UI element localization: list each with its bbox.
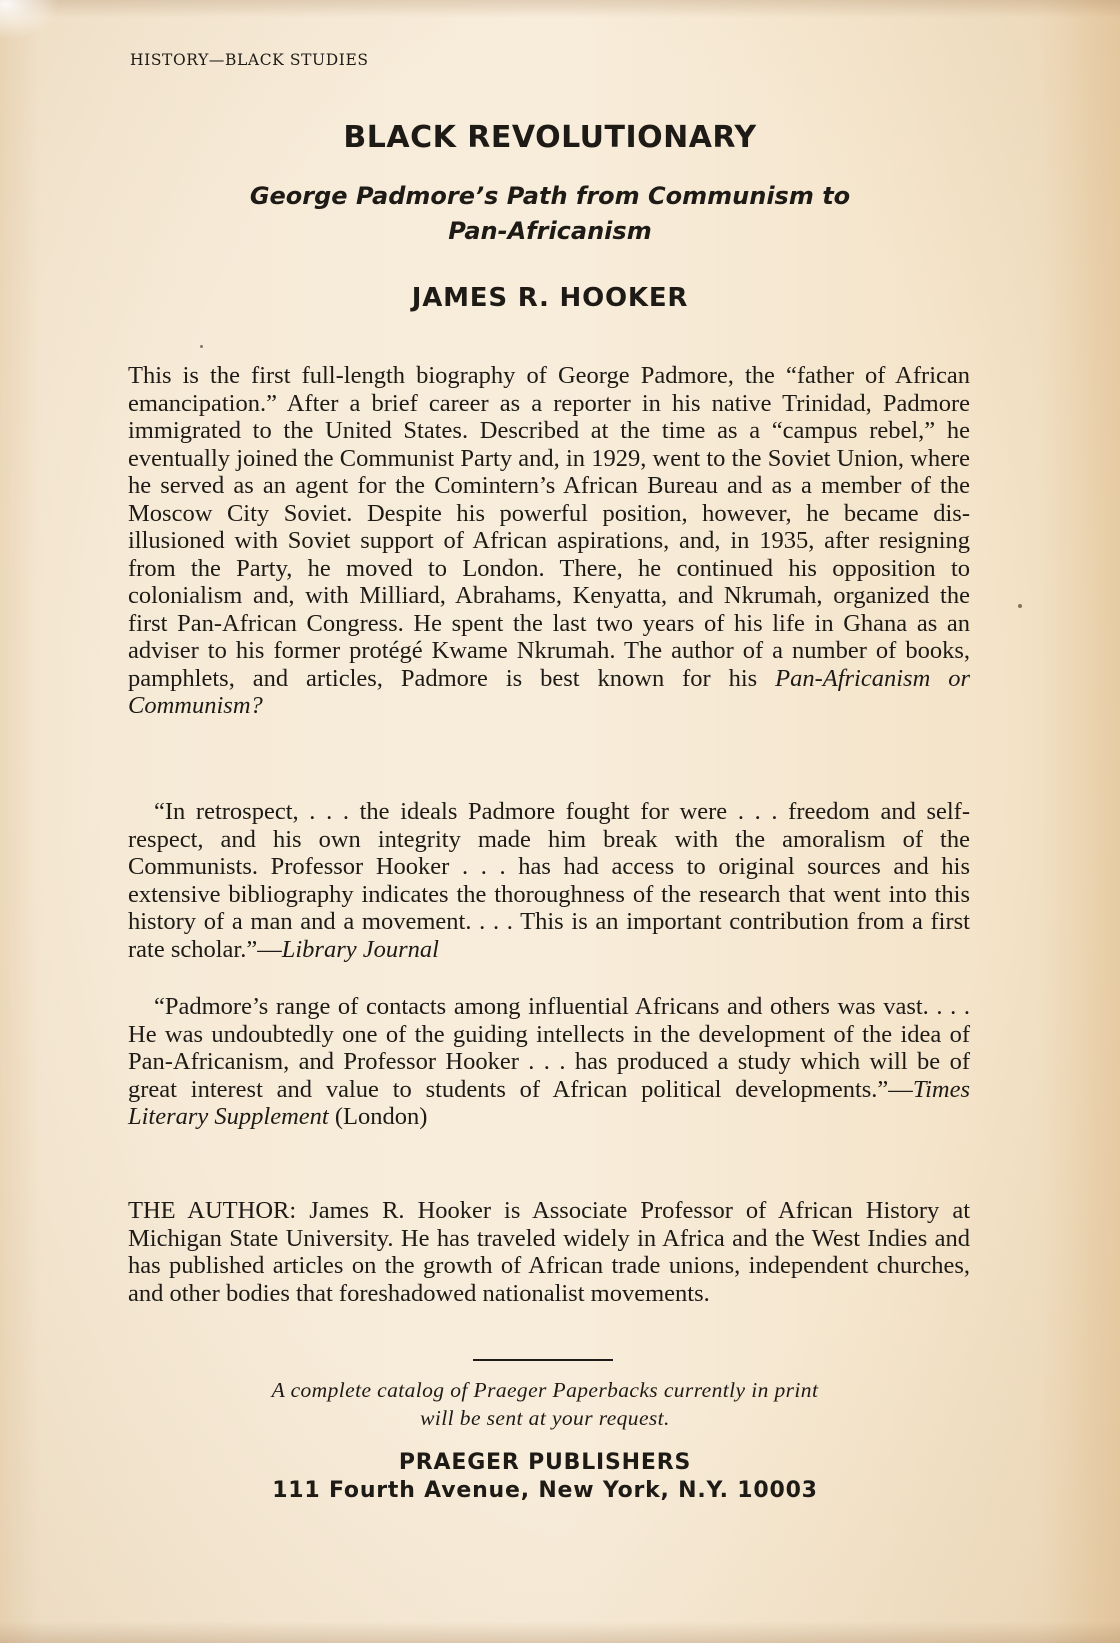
- paper-speck: [200, 345, 203, 348]
- review-2-text: “Padmore’s range of contacts among influential Africans and others was vast. . . . He was undoubtedly one of the guiding intellects in the development of the idea of Pan-Africanism, and Professor Hooker . . . has produced a study which will be of great interest and value to students of African political developments.”—: [128, 993, 970, 1103]
- bottom-edge-shadow: [0, 1621, 1120, 1643]
- review-2-source: Times Literary Supplement: [128, 1075, 970, 1130]
- review-1-source: Library Journal: [281, 935, 439, 963]
- review-2-suffix: (London): [328, 1103, 428, 1130]
- paper-speck: [1018, 604, 1022, 608]
- corner-wear: [0, 0, 60, 40]
- catalog-line-1: A complete catalog of Praeger Paperbacks currently in print: [271, 1378, 819, 1402]
- publisher-name: PRAEGER PUBLISHERS: [398, 1450, 692, 1475]
- review-1-text: “In retrospect, . . . the ideals Padmore fought for were . . . freedom and self-respect, and his own integrity made him break with the amoralism of the Communists. Professor Hooker . . . has had access to original sources and his extensive bibliography indicates the thoroughness of the research that went into this history of a man and a movement. . . . This is an important contribution from a first rate scholar.”—: [128, 798, 970, 963]
- description-book-title: Pan-Africanism or Communism?: [128, 664, 970, 719]
- review-library-journal: [128, 798, 970, 963]
- publisher-address: 111 Fourth Avenue, New York, N.Y. 10003: [272, 1478, 818, 1503]
- category-label: HISTORY—BLACK STUDIES: [130, 51, 369, 69]
- catalog-note: [0, 1376, 1090, 1432]
- book-subtitle: [0, 179, 1100, 249]
- top-edge-shadow: [0, 0, 1120, 18]
- catalog-line-2: will be sent at your request.: [420, 1406, 670, 1430]
- subtitle-line-1: George Padmore’s Path from Communism to: [249, 182, 851, 210]
- description-text: This is the first full-length biography of George Padmore, the “father of African emancipation.” After a brief career as a reporter in his native Trinidad, Padmore immigrated to the United States. Described at the time as a “campus rebel,” he eventually joined the Communist Party and, in 1929, went to the Soviet Union, where he served as an agent for the Comintern’s African Bureau and as a member of the Moscow City Soviet. Despite his powerful position, however, he became disillusioned with Soviet support of African aspirations, and, in 1935, after resigning from the Party, he moved to London. There, he continued his opposition to colonialism and, with Milliard, Abrahams, Kenyatta, and Nkrumah, organized the first Pan-African Congress. He spent the last two years of his life in Ghana as an adviser to his former protégé Kwame Nkrumah. The author of a number of books, pamphlets, and articles, Padmore is best known for his: [128, 362, 970, 692]
- book-title: BLACK REVOLUTIONARY: [343, 120, 757, 155]
- divider-rule: [473, 1359, 613, 1361]
- about-author-paragraph: THE AUTHOR: James R. Hooker is Associate Professor of African History at Michigan State University. He has traveled widely in Africa and the West Indies and has published articles on the growth of African trade unions, independent churches, and other bodies that foreshadowed nationalist movements.: [128, 1197, 970, 1307]
- subtitle-line-2: Pan-Africanism: [448, 217, 652, 245]
- description-paragraph: [128, 362, 970, 720]
- review-times-literary-supplement: [128, 993, 970, 1131]
- author-name: JAMES R. HOOKER: [411, 283, 689, 313]
